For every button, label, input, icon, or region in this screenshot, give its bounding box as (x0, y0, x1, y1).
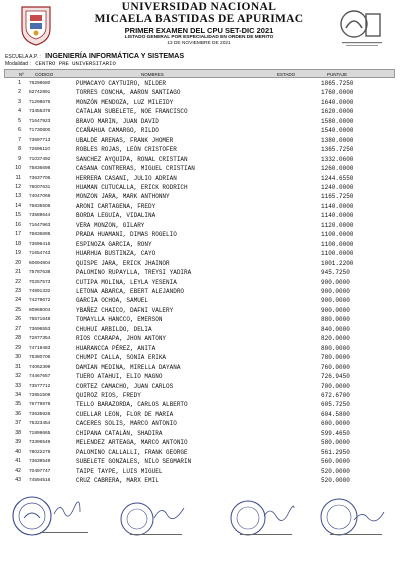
row-number: 25 (15, 306, 21, 313)
row-puntaje: 780.0000 (321, 354, 350, 362)
row-nombres: BRAVO MARIN, JUAN DAVID (76, 117, 159, 125)
table-row (4, 448, 395, 457)
row-puntaje: 840.0000 (321, 325, 350, 333)
row-number: 36 (15, 410, 21, 417)
row-puntaje: 1240.0000 (321, 183, 354, 191)
row-codigo: 62742891 (29, 90, 51, 96)
signature-scribble-icon (52, 500, 82, 520)
row-nombres: UBALDE ARENAS, FRANK JHOMER (76, 136, 174, 144)
row-number: 13 (15, 193, 21, 200)
row-number: 3 (18, 98, 21, 105)
row-codigo: 72877354 (29, 336, 51, 342)
table-row (4, 79, 395, 88)
table-row (4, 400, 395, 409)
row-number: 33 (15, 382, 21, 389)
row-nombres: CACERES SOLIS, MARCO ANTONIO (76, 420, 177, 428)
column-header-estado: ESTADO (277, 71, 296, 77)
university-name-line1: UNIVERSIDAD NACIONAL (121, 1, 277, 13)
row-nombres: RIOS CCARAPA, JHON ANTONY (76, 335, 167, 343)
row-codigo: 75836698 (29, 166, 51, 172)
table-row (4, 174, 395, 183)
row-number: 32 (15, 373, 21, 380)
row-puntaje: 1244.6550 (321, 174, 354, 182)
row-nombres: GARCIA OCHOA, SAMUEL (76, 297, 149, 305)
row-nombres: TUERO ATAHUI, ELIO MAGNO (76, 373, 163, 381)
table-row (4, 325, 395, 334)
row-nombres: CHIPANA CATALÁN, SHADIRA (76, 429, 163, 437)
title-block (60, 2, 338, 47)
row-puntaje: 1140.0000 (321, 212, 354, 220)
row-codigo: 74594516 (29, 478, 51, 484)
row-codigo: 70257573 (29, 279, 51, 285)
table-row (4, 296, 395, 305)
row-codigo: 70497747 (29, 468, 51, 474)
table-row (4, 457, 395, 466)
row-puntaje: 560.0000 (321, 458, 350, 466)
row-codigo: 76298680 (29, 81, 51, 86)
exam-title: PRIMER EXAMEN DEL CPU SET-DIC 2021 (124, 26, 274, 35)
row-puntaje: 900.0000 (321, 278, 350, 286)
modalidad-value: CENTRO PRE UNIVERSITARIO (35, 60, 116, 67)
table-row (4, 211, 395, 220)
row-nombres: CCAÑAHUA CAMARGO, RILDO (76, 127, 159, 135)
row-nombres: PALOMINO CALLALLI, FRANK GEORGE (76, 448, 188, 456)
document-header (0, 0, 400, 58)
row-puntaje: 672.6700 (321, 391, 350, 399)
row-number: 16 (15, 221, 21, 228)
row-nombres: DAMIAN MEDINA, MIRELLA DAYANA (76, 363, 181, 371)
table-row (4, 136, 395, 145)
row-puntaje: 1540.0000 (321, 127, 354, 135)
row-puntaje: 600.0000 (321, 420, 350, 428)
table-row (4, 382, 395, 391)
table-row (4, 334, 395, 343)
table-row (4, 183, 395, 192)
row-codigo: 60968004 (29, 307, 51, 313)
row-puntaje: 1100.0000 (321, 250, 354, 258)
row-nombres: HERRERA CASANI, JULIO ADRIAN (76, 174, 177, 182)
row-number: 23 (15, 287, 21, 294)
table-row (4, 287, 395, 296)
signature-scribble-icon (262, 504, 296, 524)
table-row (4, 353, 395, 362)
row-codigo: 74719483 (29, 345, 51, 351)
row-nombres: TORRES CONCHA, AARON SANTIAGO (76, 89, 181, 97)
row-puntaje: 520.0000 (321, 467, 350, 475)
row-number: 31 (15, 363, 21, 370)
row-nombres: PUMACAYO CAYTUIRO, NILDER (76, 80, 167, 87)
row-puntaje: 900.0000 (321, 306, 350, 314)
row-codigo: 75787638 (29, 270, 51, 276)
row-codigo: 72696110 (29, 147, 50, 153)
escuela-value: INGENIERÍA INFORMÁTICA Y SISTEMAS (45, 51, 185, 60)
table-row (4, 344, 395, 353)
row-puntaje: 1120.0000 (321, 221, 354, 229)
row-puntaje: 700.0000 (321, 382, 350, 390)
table-row (4, 259, 395, 268)
row-puntaje: 945.7250 (321, 269, 350, 277)
row-number: 20 (15, 259, 21, 266)
row-puntaje: 604.5800 (321, 410, 350, 418)
row-puntaje: 1100.0000 (321, 231, 354, 239)
row-codigo: 73455376 (29, 109, 51, 115)
modalidad-row (5, 60, 116, 67)
row-number: 41 (15, 458, 21, 465)
row-number: 8 (18, 146, 21, 153)
table-row (4, 391, 395, 400)
table-row (4, 240, 395, 249)
row-nombres: ESPINOZA GARCIA, RONY (76, 240, 152, 248)
row-codigo: 73639549 (29, 459, 51, 465)
row-codigo: 74279672 (29, 298, 51, 304)
row-number: 43 (15, 477, 21, 484)
list-description: LISTADO GENERAL POR ESPECIALIDAD EN ORDEN DE MERITO (124, 35, 274, 40)
table-row (4, 315, 395, 324)
row-number: 1 (18, 80, 21, 86)
row-number: 12 (15, 183, 21, 190)
row-codigo: 74891332 (29, 288, 51, 294)
row-number: 2 (18, 89, 21, 96)
row-number: 28 (15, 335, 21, 342)
row-number: 15 (15, 212, 21, 219)
row-codigo: 73697713 (29, 137, 51, 143)
row-puntaje: 800.0000 (321, 344, 350, 352)
row-codigo: 73696553 (29, 326, 51, 332)
row-nombres: CORTEZ CAMACHO, JUAN CARLOS (76, 382, 174, 390)
row-nombres: YBAÑEZ CHAICO, DAFNI VALERY (76, 306, 174, 314)
table-row (4, 476, 395, 485)
row-number: 34 (15, 391, 21, 398)
row-nombres: CUELLAR LEON, FLOR DE MARIA (76, 410, 174, 418)
table-row (4, 155, 395, 164)
row-number: 30 (15, 354, 21, 361)
row-number: 42 (15, 467, 21, 474)
row-nombres: CATALAN SUBELETE, NOE FRANCISCO (76, 108, 188, 116)
row-codigo: 73577712 (29, 383, 51, 389)
row-nombres: SANCHEZ AYQUIPA, RONAL CRISTIAN (76, 155, 188, 163)
row-codigo: 78022279 (29, 449, 51, 455)
document-date: 13 DE NOVIEMBRE DE 2021 (167, 41, 231, 46)
row-codigo: 73696415 (29, 241, 51, 247)
table-row (4, 164, 395, 173)
table-row (4, 145, 395, 154)
table-row (4, 467, 395, 476)
row-codigo: 73589644 (29, 213, 51, 219)
row-number: 21 (15, 269, 21, 276)
signature-scribble-icon (152, 502, 186, 524)
row-nombres: HUARHUA BUSTINZA, CAYO (76, 250, 156, 258)
row-number: 9 (18, 155, 21, 162)
row-codigo: 71730800 (29, 128, 51, 134)
table-row (4, 230, 395, 239)
row-codigo: 74062399 (29, 364, 51, 370)
modalidad-label: Modalidad : (5, 61, 31, 67)
row-nombres: PALOMINO RUPAYLLA, TREYSI YADIRA (76, 269, 192, 277)
row-puntaje: 880.0000 (321, 316, 350, 324)
row-number: 11 (15, 174, 21, 181)
row-nombres: TELLO BARAZORDA, CARLOS ALBERTO (76, 401, 188, 409)
row-nombres: BORDA LEGUIA, VIDALINA (76, 212, 156, 220)
row-nombres: MONZÓN MENDOZA, LUZ MILEIDY (76, 98, 174, 106)
escuela-label: ESCUELA A.P. : (5, 54, 41, 60)
row-puntaje: 1760.0000 (321, 89, 354, 97)
row-codigo: 76836898 (29, 232, 51, 238)
row-codigo: 75571648 (29, 317, 51, 323)
row-codigo: 73396549 (29, 440, 51, 446)
table-row (4, 88, 395, 97)
row-puntaje: 1001.2200 (321, 259, 354, 267)
row-nombres: MONZON JARA, MARK ANTHONNY (76, 193, 170, 201)
signature-line-1 (40, 532, 88, 544)
row-nombres: VERA MONZON, GILARY (76, 221, 145, 229)
row-number: 17 (15, 231, 21, 238)
row-number: 26 (15, 316, 21, 323)
row-codigo: 71037492 (29, 156, 51, 162)
row-puntaje: 605.7250 (321, 401, 350, 409)
row-puntaje: 1580.0000 (321, 117, 354, 125)
row-number: 29 (15, 344, 21, 351)
row-puntaje: 1365.7250 (321, 146, 354, 154)
table-row (4, 98, 395, 107)
row-puntaje: 1165.7250 (321, 193, 354, 201)
row-puntaje: 520.0000 (321, 477, 350, 485)
row-codigo: 71899665 (29, 430, 51, 436)
row-number: 40 (15, 448, 21, 455)
row-puntaje: 1865.7250 (321, 80, 354, 87)
column-header-nombres: NOMBRES (141, 71, 164, 77)
row-puntaje: 1260.0000 (321, 165, 354, 173)
row-codigo: 76835508 (29, 203, 51, 209)
row-number: 19 (15, 250, 21, 257)
row-nombres: LETONA ABARCA, EBERT ALEJANDRO (76, 287, 185, 295)
column-header-puntaje: PUNTAJE (327, 71, 348, 77)
table-row (4, 268, 395, 277)
table-row (4, 107, 395, 116)
row-puntaje: 561.2950 (321, 448, 350, 456)
row-codigo: 71647963 (29, 222, 51, 228)
signature-line-3 (240, 534, 292, 546)
row-nombres: TOMAYLLA HANCCO, EMERSON (76, 316, 163, 324)
row-codigo: 73635928 (29, 411, 51, 417)
row-number: 4 (18, 108, 21, 115)
row-number: 18 (15, 240, 21, 247)
row-nombres: ROBLES ROJAS, LEÓN CRISTOFER (76, 146, 177, 154)
row-codigo: 76779978 (29, 402, 51, 408)
stamp-seal-icon (118, 500, 156, 538)
table-row (4, 306, 395, 315)
row-codigo: 60694804 (29, 260, 51, 266)
row-puntaje: 900.0000 (321, 287, 350, 295)
table-row (4, 372, 395, 381)
row-number: 24 (15, 297, 21, 304)
row-puntaje: 1332.0600 (321, 155, 354, 163)
row-nombres: QUIROZ RIOS, FREDY (76, 391, 141, 399)
table-row (4, 410, 395, 419)
table-row (4, 202, 395, 211)
row-nombres: CRUZ CABRERA, MARX EMIL (76, 477, 159, 485)
row-puntaje: 726.9450 (321, 373, 350, 381)
row-puntaje: 1620.0000 (321, 108, 354, 116)
row-nombres: MELENDEZ ARTEAGA, MARCO ANTONIO (76, 439, 188, 447)
row-codigo: 71654743 (29, 251, 51, 257)
table-row (4, 278, 395, 287)
row-codigo: 75323454 (29, 421, 51, 427)
row-puntaje: 599.4650 (321, 429, 350, 437)
table-header (4, 69, 395, 78)
row-codigo: 73637706 (29, 175, 51, 181)
row-puntaje: 1640.0000 (321, 98, 354, 106)
signature-line-2 (130, 534, 182, 546)
table-row (4, 117, 395, 126)
row-number: 7 (18, 136, 21, 143)
row-nombres: CUTIPA MOLINA, LEYLA YESENIA (76, 278, 177, 286)
row-number: 38 (15, 429, 21, 436)
row-nombres: CASANA CONTRERAS, MIGUEL CRISTIAN (76, 165, 195, 173)
table-row (4, 249, 395, 258)
row-nombres: ARONI CARTAGENA, FREDY (76, 202, 156, 210)
table-body (4, 79, 395, 485)
signature-scribble-icon (352, 506, 386, 526)
university-name-line2: MICAELA BASTIDAS DE APURIMAC (94, 13, 304, 25)
row-codigo: 71647923 (29, 118, 51, 124)
row-puntaje: 760.0000 (321, 363, 350, 371)
pre-university-center-logo-icon (336, 6, 388, 50)
table-row (4, 221, 395, 230)
row-number: 37 (15, 420, 21, 427)
table-row (4, 192, 395, 201)
row-number: 14 (15, 202, 21, 209)
table-row (4, 363, 395, 372)
row-number: 5 (18, 117, 21, 124)
row-codigo: 74467657 (29, 374, 51, 380)
row-number: 35 (15, 401, 21, 408)
row-puntaje: 1100.0000 (321, 240, 354, 248)
table-row (4, 419, 395, 428)
row-nombres: SUBELETE GONZALES, NILO SEGMARIN (76, 458, 192, 466)
row-nombres: TAIPE TAYPE, LUIS MIGUEL (76, 467, 163, 475)
signatures-footer (0, 492, 400, 566)
row-number: 27 (15, 325, 21, 332)
row-nombres: CHUHUI ARBILDO, DELIA (76, 325, 152, 333)
row-number: 39 (15, 439, 21, 446)
table-row (4, 429, 395, 438)
signature-line-4 (330, 534, 382, 546)
row-puntaje: 900.0000 (321, 297, 350, 305)
row-nombres: HUAMAN CUTUCALLA, ERICK RODRICH (76, 183, 188, 191)
table-row (4, 126, 395, 135)
row-codigo: 76007631 (29, 184, 51, 190)
table-row (4, 438, 395, 447)
row-number: 22 (15, 278, 21, 285)
row-puntaje: 580.0000 (321, 439, 350, 447)
row-nombres: CHUMPI CALLA, SONIA ERIKA (76, 354, 167, 362)
row-number: 6 (18, 127, 21, 134)
row-puntaje: 820.0000 (321, 335, 350, 343)
row-codigo: 74047069 (29, 194, 51, 200)
row-nombres: QUISPE JARA, ERICK JHAINOR (76, 259, 170, 267)
row-nombres: PRADA HUAMANI, DIMAS ROGELIO (76, 231, 177, 239)
row-number: 10 (15, 165, 21, 172)
row-codigo: 71298676 (29, 99, 51, 105)
row-puntaje: 1380.0000 (321, 136, 354, 144)
row-nombres: HUARANCCA PÉREZ, ANITA (76, 344, 156, 352)
column-header-codigo: CODIGO (35, 71, 54, 77)
university-shield-logo-icon (18, 3, 54, 47)
row-codigo: 73951509 (29, 392, 51, 398)
row-puntaje: 1140.0000 (321, 202, 354, 210)
escuela-row (5, 51, 184, 60)
column-header-no: Nº (19, 71, 24, 77)
row-codigo: 75380706 (29, 355, 51, 361)
